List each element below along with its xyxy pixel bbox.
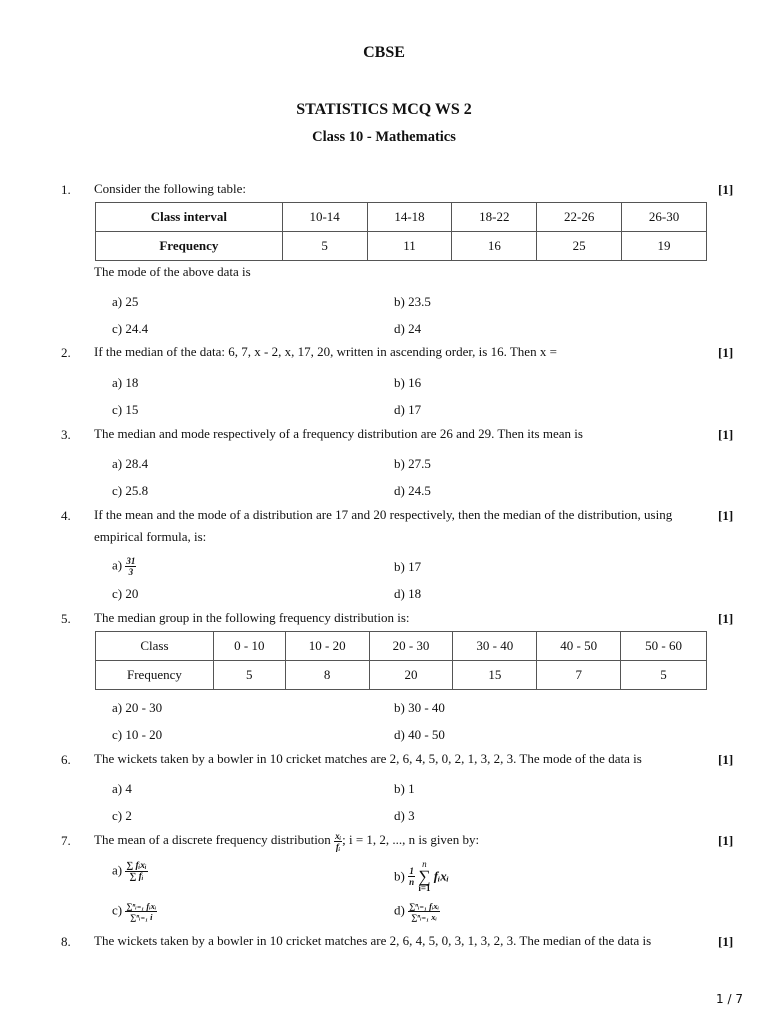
question-2-text: If the median of the data: 6, 7, x - 2, x, 17, 20, written in ascending order, is 16. Then x = [94, 344, 557, 359]
option-b[interactable] [394, 860, 449, 893]
table-cell: 14-18 [367, 203, 452, 232]
option-c[interactable]: c) 10 - 20 [112, 727, 163, 742]
table-cell: Frequency [96, 232, 283, 261]
option-a[interactable] [112, 556, 136, 577]
table-cell: 20 [369, 661, 453, 690]
question-6-text: The wickets taken by a bowler in 10 cricket matches are 2, 6, 4, 5, 0, 2, 1, 3, 2, 3. The mode of the data is [94, 751, 642, 766]
option-d[interactable] [394, 901, 440, 922]
option-a[interactable]: a) 4 [112, 781, 132, 796]
table-cell: 0 - 10 [213, 632, 285, 661]
table-cell: 26-30 [622, 203, 707, 232]
question-2-number: 2. [61, 345, 71, 360]
coefficient-numerator: 1 [409, 866, 414, 876]
question-1-followup: The mode of the above data is [94, 264, 251, 279]
question-7-text-before: The mean of a discrete frequency distribution [94, 832, 331, 847]
table-cell: 7 [537, 661, 621, 690]
page-number: 1 / 7 [716, 992, 743, 1006]
option-c[interactable]: c) 24.4 [112, 321, 149, 336]
option-b-label: b) [394, 868, 405, 884]
option-b[interactable]: b) 23.5 [394, 294, 431, 309]
question-7-number: 7. [61, 833, 71, 848]
option-c[interactable]: c) 15 [112, 402, 139, 417]
option-a[interactable]: a) 20 - 30 [112, 700, 163, 715]
table-cell: 5 [621, 661, 707, 690]
table-cell: 18-22 [452, 203, 537, 232]
formula-c [125, 901, 157, 922]
question-5-text: The median group in the following frequency distribution is: [94, 610, 410, 625]
worksheet-subtitle: Class 10 - Mathematics [312, 129, 456, 145]
table-cell: Class [96, 632, 214, 661]
question-7-marks: [1] [718, 833, 734, 848]
board-heading: CBSE [363, 44, 405, 61]
summation-upper-limit: n [422, 859, 427, 869]
option-b[interactable]: b) 30 - 40 [394, 700, 445, 715]
question-1-marks: [1] [718, 182, 734, 197]
question-3-text: The median and mode respectively of a frequency distribution are 26 and 29. Then its mean is [94, 426, 583, 441]
question-6-number: 6. [61, 752, 71, 767]
option-b[interactable]: b) 1 [394, 781, 415, 796]
fraction-denominator: fᵢ [335, 841, 341, 852]
table-cell: 11 [367, 232, 452, 261]
table-cell: 16 [452, 232, 537, 261]
fraction-31-over-3 [125, 556, 136, 577]
fraction-xi-over-fi [334, 831, 342, 852]
option-c[interactable]: c) 2 [112, 808, 132, 823]
option-a-label: a) [112, 862, 123, 878]
option-b[interactable]: b) 16 [394, 375, 422, 390]
question-5-table [95, 631, 707, 690]
question-7-text [94, 829, 706, 852]
option-a[interactable] [112, 861, 148, 882]
option-a-label: a) [112, 557, 123, 573]
question-1-number: 1. [61, 182, 71, 197]
option-b[interactable]: b) 17 [394, 559, 422, 574]
option-c-label: c) [112, 902, 123, 918]
question-5-marks: [1] [718, 611, 734, 626]
question-4-marks: [1] [718, 508, 734, 523]
question-5-number: 5. [61, 611, 71, 626]
option-a[interactable]: a) 25 [112, 294, 139, 309]
question-7-text-after: ; i = 1, 2, ..., n is given by: [342, 832, 480, 847]
table-cell: Class interval [96, 203, 283, 232]
question-1-text: Consider the following table: [94, 181, 247, 196]
question-1-table [95, 202, 707, 261]
table-cell: 30 - 40 [453, 632, 537, 661]
option-d[interactable]: d) 40 - 50 [394, 727, 445, 742]
table-cell: 8 [285, 661, 369, 690]
question-4-text: If the mean and the mode of a distribution are 17 and 20 respectively, then the median of the distribution, using empirical formula, is: [94, 507, 673, 544]
question-4-number: 4. [61, 508, 71, 523]
formula-denominator: ∑ⁿᵢ₌₁ xᵢ [411, 912, 437, 922]
formula-a [125, 861, 147, 882]
table-cell: 19 [622, 232, 707, 261]
summation-symbol: n ∑ i=1 [418, 859, 431, 893]
question-2-marks: [1] [718, 345, 734, 360]
option-d-label: d) [394, 902, 405, 918]
formula-denominator: ∑ fᵢ [129, 872, 144, 882]
formula-d [408, 901, 440, 922]
table-cell: 20 - 30 [369, 632, 453, 661]
table-cell: 5 [282, 232, 367, 261]
worksheet-title: STATISTICS MCQ WS 2 [296, 101, 472, 118]
formula-numerator: ∑ⁿᵢ₌₁ fᵢxᵢ [409, 901, 440, 911]
question-8-marks: [1] [718, 934, 734, 949]
table-cell: 40 - 50 [537, 632, 621, 661]
table-cell: 22-26 [537, 203, 622, 232]
option-c[interactable]: c) 25.8 [112, 483, 149, 498]
formula-numerator: ∑ fᵢxᵢ [126, 861, 147, 871]
table-cell: 50 - 60 [621, 632, 707, 661]
formula-b-coefficient [408, 866, 415, 887]
question-8-number: 8. [61, 934, 71, 949]
table-cell: 10 - 20 [285, 632, 369, 661]
option-d[interactable]: d) 17 [394, 402, 422, 417]
question-8-text: The wickets taken by a bowler in 10 cricket matches are 2, 6, 4, 5, 0, 3, 1, 3, 2, 3. The median of the data is [94, 933, 652, 948]
formula-numerator: ∑ⁿᵢ₌₁ fᵢxᵢ [126, 901, 157, 911]
fraction-denominator: 3 [128, 567, 134, 577]
option-c[interactable] [112, 901, 157, 922]
question-3-marks: [1] [718, 427, 734, 442]
option-d[interactable]: d) 3 [394, 808, 415, 823]
question-3-number: 3. [61, 427, 71, 442]
fraction-numerator: 31 [126, 556, 136, 566]
table-cell: 25 [537, 232, 622, 261]
table-cell: 5 [213, 661, 285, 690]
fraction-numerator: xᵢ [335, 830, 342, 841]
option-d[interactable]: d) 24.5 [394, 483, 431, 498]
option-b[interactable]: b) 27.5 [394, 456, 431, 471]
option-c[interactable]: c) 20 [112, 586, 139, 601]
table-cell: 10-14 [282, 203, 367, 232]
coefficient-denominator: n [409, 877, 415, 887]
formula-b-expression: fᵢxᵢ [433, 868, 449, 884]
option-d[interactable]: d) 18 [394, 586, 422, 601]
summation-lower-limit: i=1 [418, 883, 431, 893]
option-a[interactable]: a) 28.4 [112, 456, 149, 471]
option-a[interactable]: a) 18 [112, 375, 139, 390]
table-cell: 15 [453, 661, 537, 690]
question-6-marks: [1] [718, 752, 734, 767]
option-d[interactable]: d) 24 [394, 321, 422, 336]
formula-denominator: ∑ⁿᵢ₌₁ i [130, 912, 153, 922]
table-cell: Frequency [96, 661, 214, 690]
